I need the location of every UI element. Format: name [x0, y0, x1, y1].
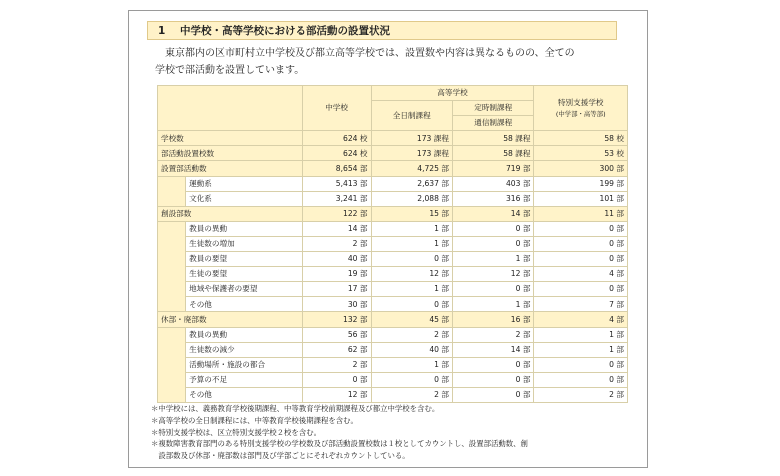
value-cell: 316 部 — [452, 191, 533, 206]
footnotes — [151, 403, 641, 462]
header-high-school: 高等学校 — [371, 86, 534, 101]
value-cell: 4,725 部 — [371, 161, 452, 176]
value-cell: 0 部 — [452, 387, 533, 402]
value-cell: 14 部 — [302, 221, 371, 236]
value-cell: 40 部 — [302, 252, 371, 267]
value-cell: 0 部 — [452, 357, 533, 372]
table-row-f2 — [158, 236, 628, 251]
sub-row-label: 予算の不足 — [186, 372, 303, 387]
value-cell: 403 部 — [452, 176, 533, 191]
value-cell: 40 部 — [371, 342, 452, 357]
row-label: 創設部数 — [158, 206, 303, 221]
value-cell: 0 部 — [534, 357, 628, 372]
sub-row-label: その他 — [186, 387, 303, 402]
row-label: 学校数 — [158, 131, 303, 146]
value-cell: 53 校 — [534, 146, 628, 161]
value-cell: 0 部 — [302, 372, 371, 387]
value-cell: 15 部 — [371, 206, 452, 221]
value-cell: 1 部 — [371, 221, 452, 236]
footnote: ＊中学校には、義務教育学校後期課程、中等教育学校前期課程及び都立中学校を含む。 — [151, 404, 440, 413]
value-cell: 11 部 — [534, 206, 628, 221]
value-cell: 17 部 — [302, 282, 371, 297]
footnote: 設部数及び休部・廃部数は部門及び学部ごとにそれぞれカウントしている。 — [151, 451, 410, 461]
footnote: ＊複数障害教育部門のある特別支援学校の学校数及び部活動設置校数は１校としてカウントし、設置部活動数、創 — [151, 439, 528, 449]
sub-row-label: 運動系 — [186, 176, 303, 191]
value-cell: 2,637 部 — [371, 176, 452, 191]
section-title-text: 中学校・高等学校における部活動の設置状況 — [180, 25, 390, 37]
value-cell: 0 部 — [534, 236, 628, 251]
sub-row-label: 文化系 — [186, 191, 303, 206]
value-cell: 173 課程 — [371, 131, 452, 146]
value-cell: 173 課程 — [371, 146, 452, 161]
value-cell: 0 部 — [452, 372, 533, 387]
value-cell: 2 部 — [452, 327, 533, 342]
club-statistics-table — [157, 85, 628, 403]
value-cell: 132 部 — [302, 312, 371, 327]
table-row-c1 — [158, 327, 628, 342]
row-label: 部活動設置校数 — [158, 146, 303, 161]
table-row-f5 — [158, 282, 628, 297]
value-cell: 2,088 部 — [371, 191, 452, 206]
value-cell: 1 部 — [452, 297, 533, 312]
document-frame — [128, 10, 648, 468]
sub-row-label: 地域や保護者の要望 — [186, 282, 303, 297]
table-row-c2 — [158, 342, 628, 357]
value-cell: 14 部 — [452, 342, 533, 357]
value-cell: 30 部 — [302, 297, 371, 312]
value-cell: 2 部 — [534, 387, 628, 402]
table-row-c3 — [158, 357, 628, 372]
header-fulltime: 全日制課程 — [371, 101, 452, 131]
sub-row-label: 教員の異動 — [186, 221, 303, 236]
value-cell: 624 校 — [302, 131, 371, 146]
value-cell: 0 部 — [371, 297, 452, 312]
value-cell: 3,241 部 — [302, 191, 371, 206]
sub-row-label: その他 — [186, 297, 303, 312]
value-cell: 8,654 部 — [302, 161, 371, 176]
intro-line-1: 東京都内の区市町村立中学校及び都立高等学校では、設置数や内容は異なるものの、全ての — [165, 48, 575, 59]
intro-paragraph — [155, 45, 625, 79]
value-cell: 2 部 — [371, 327, 452, 342]
header-parttime: 定時制課程 — [452, 101, 533, 116]
intro-line-2: 学校で部活動を設置しています。 — [155, 65, 305, 76]
value-cell: 0 部 — [371, 372, 452, 387]
value-cell: 5,413 部 — [302, 176, 371, 191]
value-cell: 7 部 — [534, 297, 628, 312]
table-row-f3 — [158, 252, 628, 267]
value-cell: 0 部 — [452, 236, 533, 251]
value-cell: 12 部 — [371, 267, 452, 282]
value-cell: 14 部 — [452, 206, 533, 221]
value-cell: 1 部 — [534, 327, 628, 342]
table-row-schools — [158, 131, 628, 146]
value-cell: 1 部 — [452, 252, 533, 267]
value-cell: 45 部 — [371, 312, 452, 327]
value-cell: 0 部 — [534, 252, 628, 267]
value-cell: 300 部 — [534, 161, 628, 176]
value-cell: 0 部 — [371, 252, 452, 267]
sub-row-label: 生徒数の増加 — [186, 236, 303, 251]
value-cell: 58 校 — [534, 131, 628, 146]
sub-row-label: 教員の要望 — [186, 252, 303, 267]
value-cell: 0 部 — [534, 372, 628, 387]
value-cell: 122 部 — [302, 206, 371, 221]
indent-cell — [158, 176, 186, 206]
header-special-line2: (中学部・高等部) — [555, 109, 606, 118]
table-row-f4 — [158, 267, 628, 282]
header-special-school — [534, 86, 628, 131]
table-row-closed — [158, 312, 628, 327]
value-cell: 1 部 — [534, 342, 628, 357]
value-cell: 2 部 — [302, 236, 371, 251]
table-row-clubs_total — [158, 161, 628, 176]
table-body — [158, 131, 628, 403]
value-cell: 2 部 — [371, 387, 452, 402]
section-title — [147, 21, 617, 40]
sub-row-label: 生徒の要望 — [186, 267, 303, 282]
header-junior-high: 中学校 — [302, 86, 371, 131]
footnote: ＊高等学校の全日制課程には、中等教育学校後期課程を含む。 — [151, 415, 358, 425]
value-cell: 0 部 — [534, 221, 628, 236]
value-cell: 624 校 — [302, 146, 371, 161]
value-cell: 4 部 — [534, 312, 628, 327]
value-cell: 56 部 — [302, 327, 371, 342]
row-label: 休部・廃部数 — [158, 312, 303, 327]
value-cell: 0 部 — [452, 221, 533, 236]
value-cell: 1 部 — [371, 236, 452, 251]
header-special-line1: 特別支援学校 — [557, 98, 604, 108]
sub-row-label: 生徒数の減少 — [186, 342, 303, 357]
value-cell: 1 部 — [371, 357, 452, 372]
value-cell: 199 部 — [534, 176, 628, 191]
value-cell: 0 部 — [534, 282, 628, 297]
table-row-f6 — [158, 297, 628, 312]
value-cell: 12 部 — [452, 267, 533, 282]
table-row-culture — [158, 191, 628, 206]
value-cell: 0 部 — [452, 282, 533, 297]
section-number: 1 — [158, 25, 166, 37]
table-row-sports — [158, 176, 628, 191]
value-cell: 4 部 — [534, 267, 628, 282]
value-cell: 62 部 — [302, 342, 371, 357]
header-corner — [158, 86, 303, 131]
value-cell: 719 部 — [452, 161, 533, 176]
value-cell: 58 課程 — [452, 131, 533, 146]
footnote: ＊特別支援学校は、区立特別支援学校２校を含む。 — [151, 427, 321, 437]
sub-row-label: 教員の異動 — [186, 327, 303, 342]
table-row-c5 — [158, 387, 628, 402]
value-cell: 16 部 — [452, 312, 533, 327]
sub-row-label: 活動場所・施設の都合 — [186, 357, 303, 372]
value-cell: 58 課程 — [452, 146, 533, 161]
table-row-clubs_set — [158, 146, 628, 161]
header-correspondence: 通信制課程 — [452, 116, 533, 131]
indent-cell — [158, 327, 186, 402]
table-row-f1 — [158, 221, 628, 236]
value-cell: 101 部 — [534, 191, 628, 206]
value-cell: 19 部 — [302, 267, 371, 282]
table-row-c4 — [158, 372, 628, 387]
value-cell: 12 部 — [302, 387, 371, 402]
row-label: 設置部活動数 — [158, 161, 303, 176]
value-cell: 2 部 — [302, 357, 371, 372]
value-cell: 1 部 — [371, 282, 452, 297]
indent-cell — [158, 221, 186, 312]
table-row-founded — [158, 206, 628, 221]
